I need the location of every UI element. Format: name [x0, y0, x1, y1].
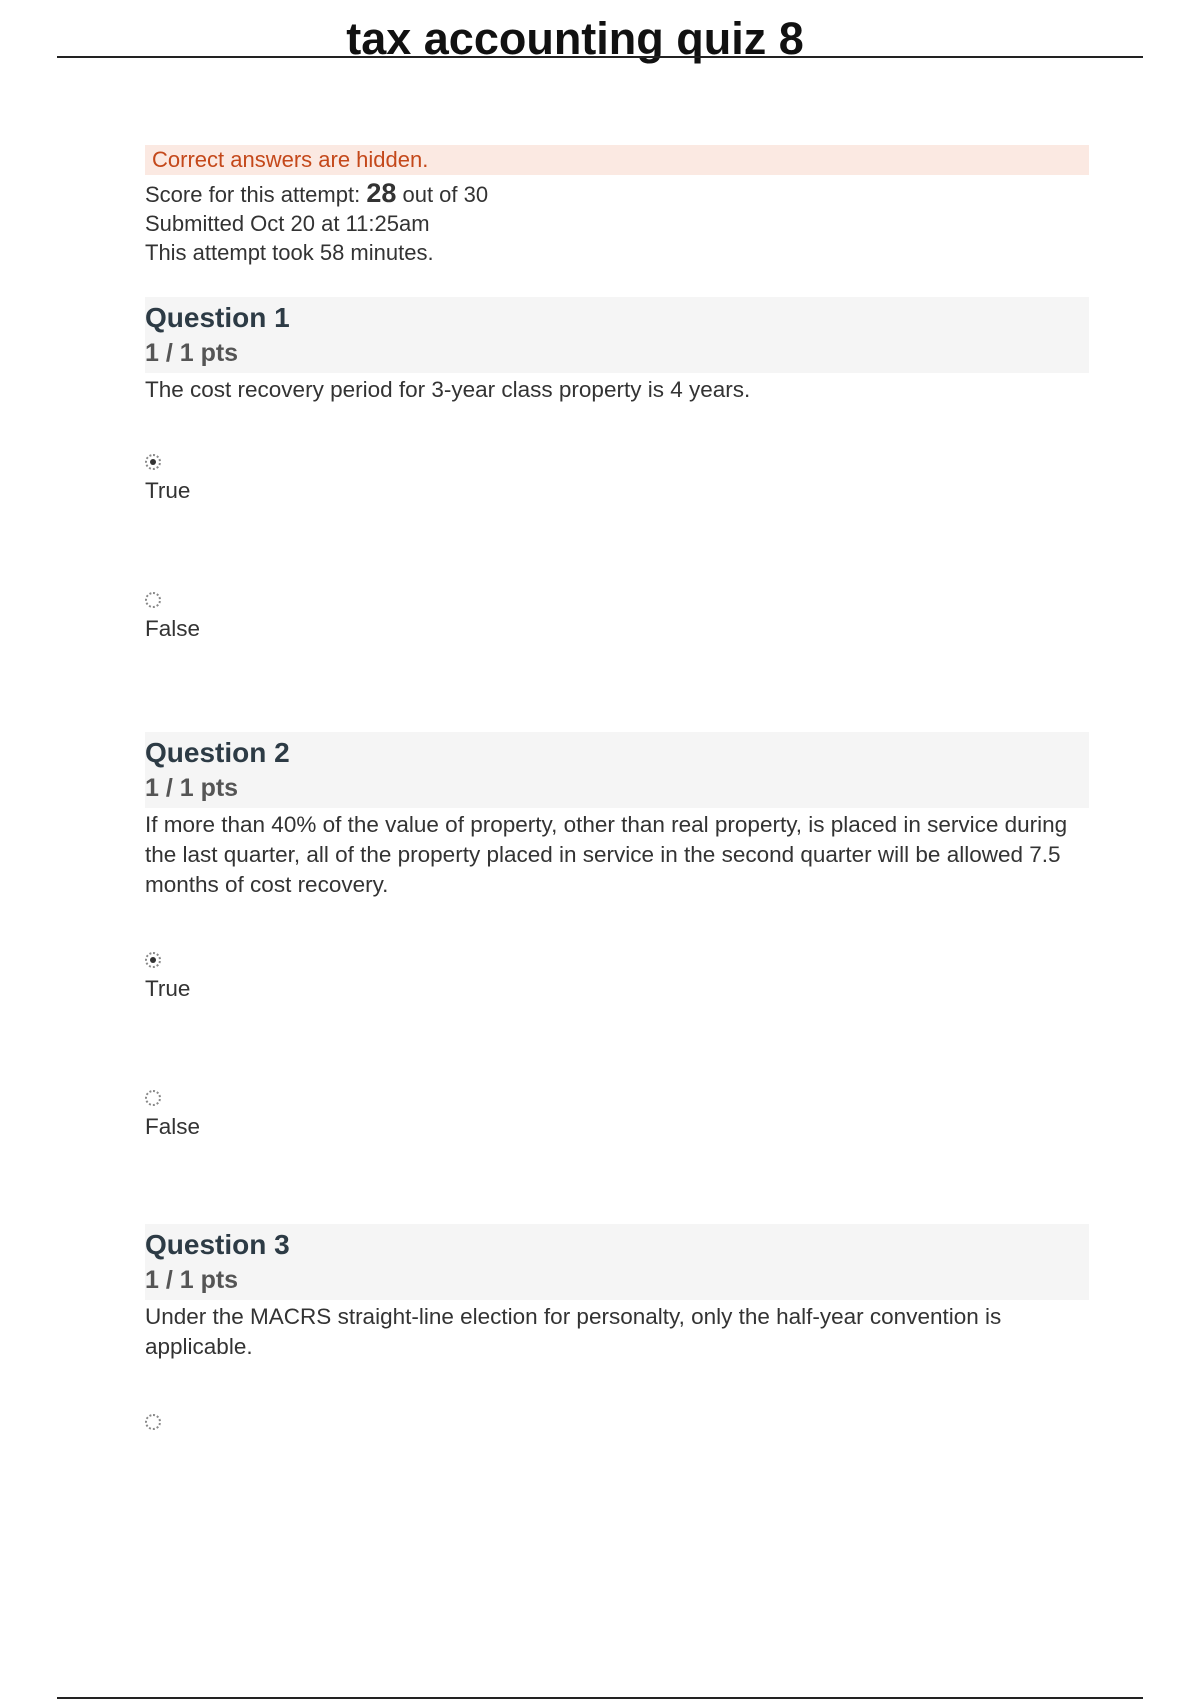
answer-label: False	[145, 1114, 201, 1139]
attempt-duration: This attempt took 58 minutes.	[145, 240, 434, 265]
score-line	[145, 179, 1089, 209]
question-header	[145, 732, 1089, 808]
attempt-summary	[145, 179, 1089, 267]
document-title: tax accounting quiz 8	[346, 13, 804, 64]
answer-true[interactable]	[145, 952, 1089, 1004]
radio-unselected-icon[interactable]	[145, 1414, 161, 1430]
question-title: Question 3	[145, 1229, 290, 1260]
quiz-content	[145, 145, 1089, 1430]
answer-label: False	[145, 616, 201, 641]
radio-unselected-icon[interactable]	[145, 1090, 161, 1106]
question-2	[145, 732, 1089, 1142]
answer-true[interactable]	[145, 454, 1089, 506]
question-header	[145, 1224, 1089, 1300]
score-suffix: out of 30	[396, 182, 489, 207]
question-title: Question 1	[145, 302, 290, 333]
radio-selected-icon[interactable]	[145, 454, 161, 470]
question-3	[145, 1224, 1089, 1430]
answer-label: True	[145, 478, 191, 503]
answer-option[interactable]	[145, 1414, 1089, 1430]
question-text: Under the MACRS straight-line election for personalty, only the half-year convention is applicable.	[145, 1304, 1002, 1359]
question-header	[145, 297, 1089, 373]
answer-false[interactable]	[145, 1090, 1089, 1142]
radio-unselected-icon[interactable]	[145, 592, 161, 608]
score-value: 28	[366, 178, 397, 208]
question-title: Question 2	[145, 737, 290, 768]
question-text: The cost recovery period for 3-year class property is 4 years.	[145, 377, 751, 402]
question-text: If more than 40% of the value of property, other than real property, is placed in service during the last quarter, all of the property placed in service in the second quarter will be allowed 7.5 months of cost recovery.	[145, 812, 1068, 897]
hidden-answers-notice: Correct answers are hidden.	[145, 145, 1089, 175]
question-points: 1 / 1 pts	[145, 774, 239, 802]
question-points: 1 / 1 pts	[145, 1266, 239, 1294]
answer-false[interactable]	[145, 592, 1089, 644]
question-points: 1 / 1 pts	[145, 339, 239, 367]
question-1	[145, 297, 1089, 644]
footer-rule	[57, 1697, 1143, 1699]
answer-label: True	[145, 976, 191, 1001]
title-underline	[57, 56, 1143, 58]
submitted-time: Submitted Oct 20 at 11:25am	[145, 211, 430, 236]
score-prefix: Score for this attempt:	[145, 182, 367, 207]
radio-selected-icon[interactable]	[145, 952, 161, 968]
